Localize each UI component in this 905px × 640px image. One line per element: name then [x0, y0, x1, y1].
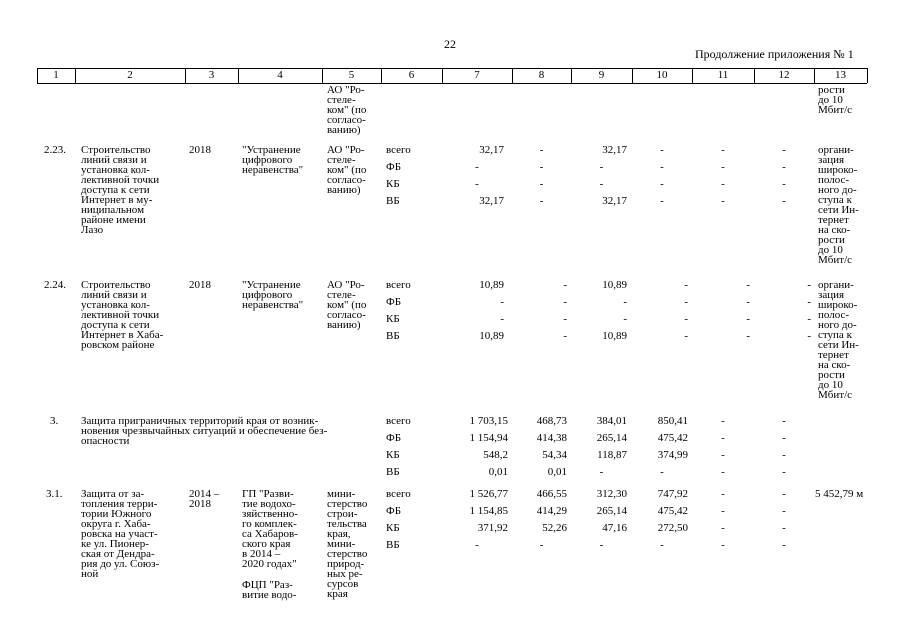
program-cell: ГП "Разви- тие водохо- зяйственно- го комплек- са Хабаров- ского края в 2014 – 2020 годах"	[242, 488, 298, 570]
value-cell: 747,92	[657, 488, 688, 500]
value-cell: -	[660, 466, 664, 478]
value-cell: -	[599, 539, 604, 551]
measure-name: Строительство линий связи и установка кол- лективной точки доступа к сети Интернет в Хаба- ровском районе	[81, 279, 164, 351]
value-cell: 272,50	[657, 522, 688, 534]
column-header: 8	[538, 69, 545, 81]
value-cell: -	[660, 178, 664, 190]
value-cell: -	[782, 539, 786, 551]
executor-cell: АО "Ро- стеле- ком" (по согласо- ванию)	[327, 84, 367, 136]
value-cell: -	[746, 330, 750, 342]
value-cell: 1 703,15	[469, 415, 508, 427]
value-cell: -	[684, 330, 688, 342]
value-cell: 1 526,77	[469, 488, 508, 500]
value-cell: 1 154,85	[469, 505, 508, 517]
source-label: всего	[386, 415, 411, 427]
value-cell: -	[782, 195, 786, 207]
value-cell: -	[782, 488, 786, 500]
column-header: 6	[408, 69, 415, 81]
value-cell: -	[807, 313, 811, 325]
value-cell: -	[782, 161, 786, 173]
column-header: 12	[778, 69, 790, 81]
value-cell: -	[782, 144, 786, 156]
value-cell: 475,42	[657, 432, 688, 444]
value-cell: -	[599, 178, 604, 190]
value-cell: -	[721, 505, 725, 517]
executor-cell: мини- стерство строи- тельства края, мини- стерство природ- ных ре- сурсов края	[327, 488, 368, 600]
value-cell: -	[563, 296, 567, 308]
value-cell: -	[782, 432, 786, 444]
value-cell: -	[539, 195, 544, 207]
value-cell: -	[500, 313, 504, 325]
value-cell: -	[721, 539, 725, 551]
value-cell: -	[721, 449, 725, 461]
column-header: 3	[208, 69, 215, 81]
column-header: 2	[127, 69, 133, 81]
value-cell: -	[623, 313, 627, 325]
executor-cell: АО "Ро- стеле- ком" (по согласо- ванию)	[327, 144, 367, 196]
program-cell: ФЦП "Раз- витие водо-	[242, 579, 297, 601]
source-label: ВБ	[386, 330, 400, 342]
value-cell: -	[660, 195, 664, 207]
result-cell: рости до 10 Мбит/с	[818, 84, 853, 116]
value-cell: -	[782, 415, 786, 427]
value-cell: -	[475, 161, 479, 173]
source-label: всего	[386, 488, 411, 500]
value-cell: -	[721, 178, 725, 190]
value-cell: -	[475, 178, 479, 190]
value-cell: -	[807, 279, 811, 291]
value-cell: 32,17	[602, 144, 627, 156]
year-cell: 2018	[189, 279, 211, 291]
value-cell: -	[660, 161, 664, 173]
program-cell: "Устранение цифрового неравенства"	[242, 144, 304, 176]
source-label: всего	[386, 279, 411, 291]
value-cell: 54,34	[542, 449, 567, 461]
value-cell: -	[539, 539, 544, 551]
source-label: ФБ	[386, 432, 402, 444]
col-divider	[867, 68, 868, 83]
value-cell: -	[721, 161, 725, 173]
value-cell: -	[563, 330, 567, 342]
value-cell: -	[782, 505, 786, 517]
value-cell: -	[746, 313, 750, 325]
column-header: 1	[53, 69, 59, 81]
value-cell: 374,99	[657, 449, 688, 461]
column-header: 13	[835, 69, 846, 81]
value-cell: 10,89	[479, 330, 504, 342]
value-cell: -	[782, 522, 786, 534]
column-header: 11	[717, 69, 729, 81]
column-header: 4	[277, 69, 283, 81]
value-cell: -	[599, 466, 604, 478]
header-bottom-line	[37, 83, 867, 84]
source-label: КБ	[386, 449, 400, 461]
source-label: КБ	[386, 178, 400, 190]
value-cell: -	[563, 313, 567, 325]
value-cell: 1 154,94	[469, 432, 508, 444]
result-cell: 5 452,79 м	[815, 488, 864, 500]
value-cell: 548,2	[483, 449, 508, 461]
source-label: КБ	[386, 522, 400, 534]
value-cell: -	[599, 161, 604, 173]
value-cell: 47,16	[602, 522, 627, 534]
value-cell: -	[539, 178, 544, 190]
value-cell: 384,01	[596, 415, 627, 427]
measure-name: Защита от за- топления терри- тории Южного округа г. Хаба- ровска на участ- ке ул. Пионер- ская от Дендра- рия до ул. Союз- ной	[81, 488, 160, 580]
page-number: 22	[444, 37, 456, 51]
value-cell: 414,38	[536, 432, 567, 444]
column-header: 9	[598, 69, 605, 81]
source-label: ВБ	[386, 195, 400, 207]
row-number: 2.23.	[44, 144, 66, 156]
value-cell: 414,29	[536, 505, 567, 517]
value-cell: -	[684, 296, 688, 308]
year-cell: 2018	[189, 144, 211, 156]
value-cell: 468,73	[536, 415, 567, 427]
value-cell: 371,92	[477, 522, 508, 534]
year-cell: 2014 – 2018	[189, 488, 220, 510]
value-cell: -	[684, 279, 688, 291]
value-cell: 10,89	[602, 330, 627, 342]
value-cell: -	[782, 449, 786, 461]
value-cell: 475,42	[657, 505, 688, 517]
value-cell: -	[539, 161, 544, 173]
source-label: всего	[386, 144, 411, 156]
value-cell: -	[721, 488, 725, 500]
value-cell: -	[721, 144, 725, 156]
value-cell: -	[721, 522, 725, 534]
value-cell: 850,41	[657, 415, 688, 427]
value-cell: 265,14	[596, 505, 627, 517]
column-header: 7	[474, 69, 480, 81]
source-label: ФБ	[386, 161, 402, 173]
value-cell: -	[500, 296, 504, 308]
value-cell: -	[721, 195, 725, 207]
value-cell: 466,55	[536, 488, 567, 500]
value-cell: -	[684, 313, 688, 325]
value-cell: -	[721, 415, 725, 427]
value-cell: -	[721, 432, 725, 444]
value-cell: -	[746, 279, 750, 291]
value-cell: -	[660, 144, 664, 156]
value-cell: 0,01	[547, 466, 567, 478]
value-cell: 32,17	[479, 195, 504, 207]
value-cell: -	[782, 178, 786, 190]
row-number: 3.	[50, 415, 59, 427]
value-cell: 118,87	[597, 449, 627, 461]
value-cell: 52,26	[542, 522, 567, 534]
source-label: ВБ	[386, 539, 400, 551]
value-cell: -	[746, 296, 750, 308]
row-number: 2.24.	[44, 279, 66, 291]
value-cell: -	[721, 466, 725, 478]
value-cell: -	[475, 539, 479, 551]
value-cell: 32,17	[479, 144, 504, 156]
source-label: ФБ	[386, 505, 402, 517]
source-label: КБ	[386, 313, 400, 325]
value-cell: -	[539, 144, 544, 156]
column-header: 10	[656, 69, 668, 81]
value-cell: -	[807, 296, 811, 308]
value-cell: -	[563, 279, 567, 291]
value-cell: 10,89	[479, 279, 504, 291]
source-label: ФБ	[386, 296, 402, 308]
value-cell: 10,89	[602, 279, 627, 291]
source-label: ВБ	[386, 466, 400, 478]
value-cell: -	[623, 296, 627, 308]
value-cell: -	[660, 539, 664, 551]
row-number: 3.1.	[46, 488, 63, 500]
section-title: Защита приграничных территорий края от возник- новения чрезвычайных ситуаций и обеспечение без- опасности	[81, 415, 328, 447]
value-cell: -	[782, 466, 786, 478]
program-cell: "Устранение цифрового неравенства"	[242, 279, 304, 311]
value-cell: -	[807, 330, 811, 342]
result-cell: органи- зация широко- полос- ного до- ступа к сети Ин- тернет на ско- рости до 10 Мбит/с	[818, 144, 859, 266]
value-cell: 265,14	[596, 432, 627, 444]
value-cell: 0,01	[488, 466, 508, 478]
continuation-title: Продолжение приложения № 1	[695, 47, 854, 61]
value-cell: 312,30	[596, 488, 627, 500]
column-header: 5	[348, 69, 355, 81]
result-cell: органи- зация широко- полос- ного до- ступа к сети Ин- тернет на ско- рости до 10 Мбит/с	[818, 279, 859, 401]
measure-name: Строительство линий связи и установка кол- лективной точки доступа к сети Интернет в му- ниципальном районе имени Лазо	[81, 144, 160, 236]
value-cell: 32,17	[602, 195, 627, 207]
executor-cell: АО "Ро- стеле- ком" (по согласо- ванию)	[327, 279, 367, 331]
